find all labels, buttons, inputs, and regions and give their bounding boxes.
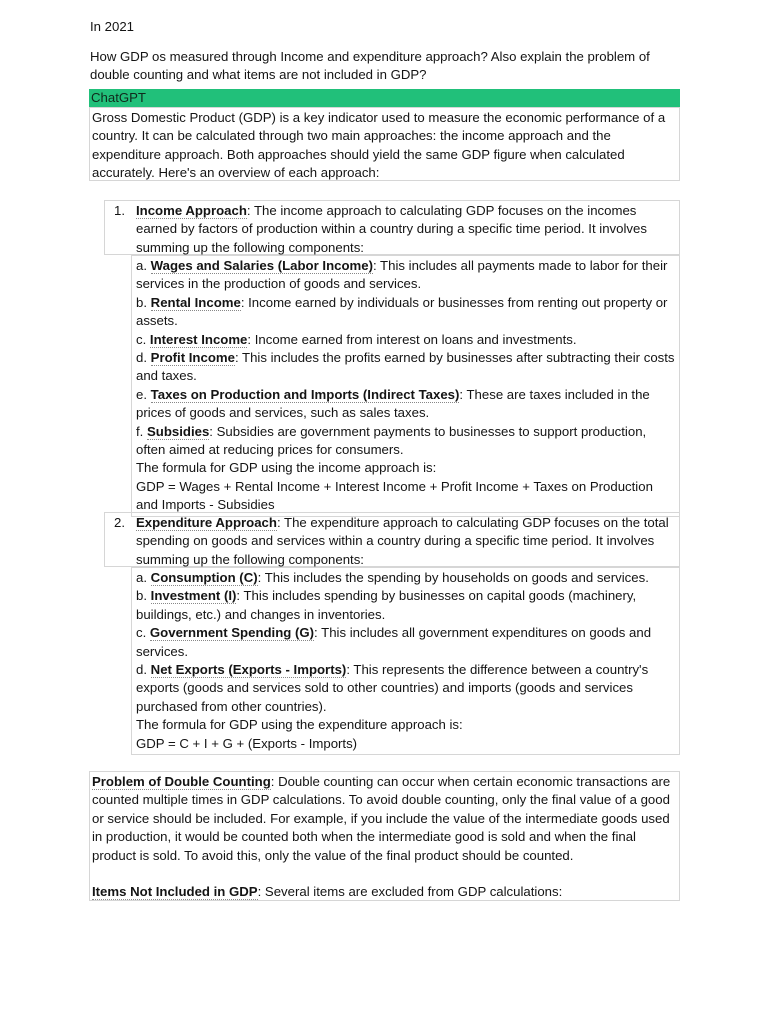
formula-intro: The formula for GDP using the expenditure approach is: [136, 717, 463, 733]
income-approach-title: Income Approach [136, 203, 247, 218]
list-item: e. Taxes on Production and Imports (Indirect Taxes): These are taxes included in the prices of goods and services, such as sales taxes. [136, 386, 650, 421]
double-counting-paragraph: Problem of Double Counting: Double counting can occur when certain economic transactions are counted multiple times in GDP calculations. To avoid double counting, only the final value of a good or service should be included. For example, if you include the value of the intermediate goods used in production, it would be counted both when the intermediate good is sold and when the final product is sold. To avoid this, only the value of the final product should be counted. [92, 774, 671, 863]
list-item: b. Rental Income: Income earned by individuals or businesses from renting out property or assets. [136, 294, 668, 329]
expenditure-approach-title: Expenditure Approach [136, 515, 277, 530]
question-text: How GDP os measured through Income and expenditure approach? Also explain the problem of double counting and what items are not included in GDP? [90, 49, 650, 83]
list-number: 2. [114, 515, 125, 530]
income-approach-heading [104, 200, 680, 255]
list-number: 1. [114, 203, 125, 218]
formula-intro: The formula for GDP using the income approach is: [136, 460, 437, 476]
not-included-paragraph: Items Not Included in GDP: Several items are excluded from GDP calculations: [92, 884, 563, 900]
list-item: a. Consumption (C): This includes the spending by households on goods and services. [136, 570, 649, 585]
income-approach-components [131, 255, 680, 517]
year-heading: In 2021 [90, 19, 134, 34]
list-item: d. Net Exports (Exports - Imports): This represents the difference between a country's exports (goods and services sold to other countries) and imports (goods and services purchased from other countries). [136, 662, 649, 714]
chatgpt-label-bar: ChatGPT [89, 89, 680, 107]
income-formula: GDP = Wages + Rental Income + Interest Income + Profit Income + Taxes on Production and Imports - Subsidies [136, 478, 653, 513]
list-item: c. Interest Income: Income earned from interest on loans and investments. [136, 331, 577, 347]
list-item: a. Wages and Salaries (Labor Income): This includes all payments made to labor for their services in the production of goods and services. [136, 258, 668, 292]
expenditure-approach-heading [104, 512, 680, 567]
expenditure-approach-components [131, 567, 680, 755]
double-counting-section [89, 771, 680, 901]
list-item: b. Investment (I): This includes spending by businesses on capital goods (machinery, buildings, etc.) and changes in inventories. [136, 588, 637, 622]
list-item: c. Government Spending (G): This includes all government expenditures on goods and services. [136, 625, 652, 659]
expenditure-formula: GDP = C + I + G + (Exports - Imports) [136, 735, 358, 751]
income-approach-desc: : The income approach to calculating GDP focuses on the incomes earned by factors of production within a country during a specific time period. It involves summing up the following components: [136, 203, 647, 255]
intro-paragraph: Gross Domestic Product (GDP) is a key indicator used to measure the economic performance of a country. It can be calculated through two main approaches: the income approach and the expenditure approach. Both approaches should yield the same GDP figure when calculated accurately. Here's an overview of each approach: [89, 107, 680, 181]
expenditure-approach-desc: : The expenditure approach to calculating GDP focuses on the total spending on goods and services within a country during a specific time period. It involves summing up the following components: [136, 515, 669, 567]
list-item: f. Subsidies: Subsidies are government payments to businesses to support production, often aimed at reducing prices for consumers. [136, 423, 647, 458]
list-item: d. Profit Income: This includes the profits earned by businesses after subtracting their costs and taxes. [136, 350, 675, 384]
